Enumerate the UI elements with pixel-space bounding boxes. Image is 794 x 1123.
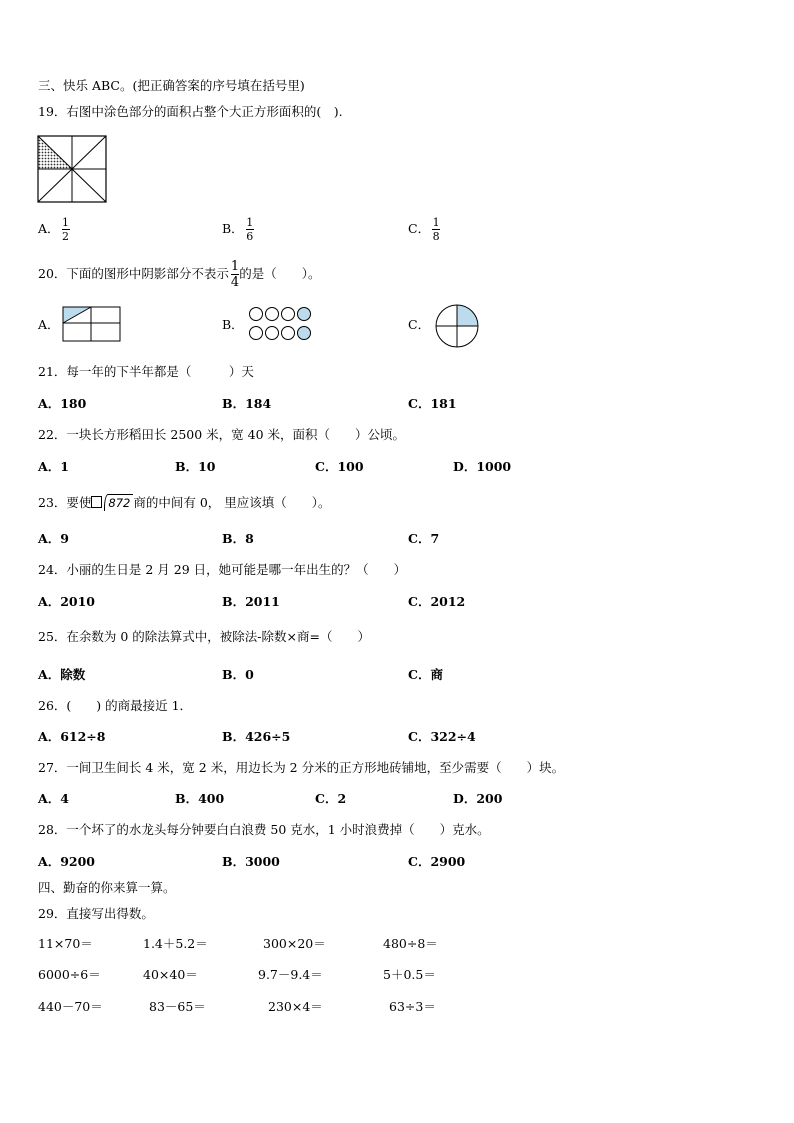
q27-option-c[interactable]: C．2 bbox=[315, 791, 347, 806]
calc-item[interactable]: 6000÷6＝ bbox=[38, 967, 101, 982]
q22-option-b[interactable]: B．10 bbox=[175, 459, 216, 474]
q24-option-c[interactable]: C．2012 bbox=[408, 594, 466, 609]
q23-option-a[interactable]: A．9 bbox=[38, 531, 69, 546]
q20-option-c-circle bbox=[435, 304, 479, 348]
calc-item[interactable]: 300×20＝ bbox=[263, 936, 326, 951]
calc-item[interactable]: 83－65＝ bbox=[149, 999, 206, 1014]
q26-option-b[interactable]: B．426÷5 bbox=[222, 729, 291, 744]
q23-option-b[interactable]: B．8 bbox=[222, 531, 254, 546]
q27-option-a[interactable]: A．4 bbox=[38, 791, 69, 806]
q20-option-b-circles bbox=[248, 306, 314, 342]
question-26-text: 26．( ) 的商最接近 1． bbox=[38, 698, 193, 713]
calc-item[interactable]: 40×40＝ bbox=[143, 967, 198, 982]
question-19-text: 19．右图中涂色部分的面积占整个大正方形面积的( ). bbox=[38, 104, 343, 119]
question-20-text: 20．下面的图形中阴影部分不表示 $\frac{1}{4}$ 的是（ ）。 bbox=[38, 259, 321, 290]
q19-option-a[interactable]: A． $\frac{1}{2}$ bbox=[38, 216, 70, 243]
q21-option-c[interactable]: C．181 bbox=[408, 396, 457, 411]
q25-option-a[interactable]: A．除数 bbox=[38, 667, 86, 682]
division-bracket: 872 bbox=[104, 494, 133, 511]
calc-item[interactable]: 5＋0.5＝ bbox=[383, 967, 436, 982]
q28-option-c[interactable]: C．2900 bbox=[408, 854, 466, 869]
q22-option-c[interactable]: C．100 bbox=[315, 459, 364, 474]
calc-item[interactable]: 230×4＝ bbox=[268, 999, 323, 1014]
q24-option-a[interactable]: A．2010 bbox=[38, 594, 95, 609]
q28-option-b[interactable]: B．3000 bbox=[222, 854, 280, 869]
q26-option-c[interactable]: C．322÷4 bbox=[408, 729, 476, 744]
q20-option-b-label[interactable]: B． bbox=[222, 317, 244, 332]
q19-square-figure bbox=[38, 136, 106, 202]
calc-item[interactable]: 1.4＋5.2＝ bbox=[143, 936, 208, 951]
q20-option-c-label[interactable]: C． bbox=[408, 317, 431, 332]
q24-option-b[interactable]: B．2011 bbox=[222, 594, 280, 609]
q28-option-a[interactable]: A．9200 bbox=[38, 854, 95, 869]
q21-option-b[interactable]: B．184 bbox=[222, 396, 272, 411]
question-21-text: 21．每一年的下半年都是（ ）天 bbox=[38, 364, 254, 379]
question-24-text: 24．小丽的生日是 2 月 29 日，她可能是哪一年出生的？（ ） bbox=[38, 562, 407, 577]
question-29-text: 29．直接写出得数。 bbox=[38, 906, 154, 921]
question-28-text: 28．一个坏了的水龙头每分钟要白白浪费 50 克水，1 小时浪费掉（ ）克水。 bbox=[38, 822, 490, 837]
q25-option-b[interactable]: B．0 bbox=[222, 667, 254, 682]
q19-option-b[interactable]: B． $\frac{1}{6}$ bbox=[222, 216, 254, 243]
section-3-title: 三、快乐 ABC。(把正确答案的序号填在括号里) bbox=[38, 78, 305, 93]
q27-option-b[interactable]: B．400 bbox=[175, 791, 225, 806]
blank-box bbox=[91, 496, 102, 508]
calc-item[interactable]: 440－70＝ bbox=[38, 999, 103, 1014]
q21-option-a[interactable]: A．180 bbox=[38, 396, 87, 411]
q20-option-a-rectangle bbox=[63, 307, 120, 341]
q23-option-c[interactable]: C．7 bbox=[408, 531, 440, 546]
q26-option-a[interactable]: A．612÷8 bbox=[38, 729, 106, 744]
q27-option-d[interactable]: D．200 bbox=[453, 791, 503, 806]
calc-item[interactable]: 11×70＝ bbox=[38, 936, 93, 951]
q19-option-c[interactable]: C． $\frac{1}{8}$ bbox=[408, 216, 440, 243]
q22-option-a[interactable]: A．1 bbox=[38, 459, 69, 474]
section-4-title: 四、勤奋的你来算一算。 bbox=[38, 880, 176, 895]
q22-option-d[interactable]: D．1000 bbox=[453, 459, 512, 474]
q25-option-c[interactable]: C．商 bbox=[408, 667, 443, 682]
question-23-text: 23．要使 872 商的中间有 0， 里应该填（ ）。 bbox=[38, 495, 331, 510]
calc-item[interactable]: 63÷3＝ bbox=[389, 999, 436, 1014]
question-25-text: 25．在余数为 0 的除法算式中，被除法-除数×商=（ ） bbox=[38, 629, 370, 644]
question-27-text: 27．一间卫生间长 4 米，宽 2 米，用边长为 2 分米的正方形地砖铺地，至少需要（ ）块。 bbox=[38, 760, 565, 775]
calc-item[interactable]: 480÷8＝ bbox=[383, 936, 438, 951]
question-22-text: 22．一块长方形稻田长 2500 米，宽 40 米，面积（ ）公顷。 bbox=[38, 427, 406, 442]
q20-option-a-label[interactable]: A． bbox=[38, 317, 60, 332]
calc-item[interactable]: 9.7－9.4＝ bbox=[258, 967, 323, 982]
